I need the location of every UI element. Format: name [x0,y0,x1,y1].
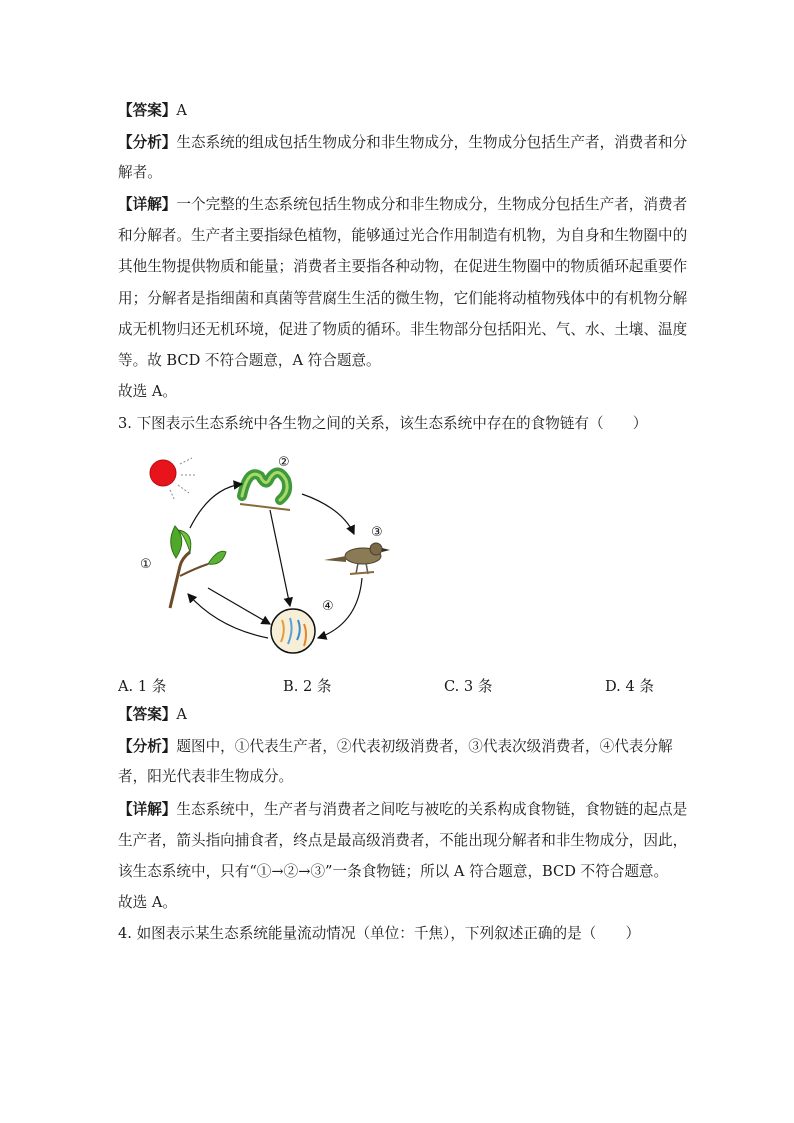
q3-answer-line [118,704,678,726]
q3-detail-line-1 [118,799,688,821]
option-b: B. 2 条 [283,678,332,695]
answer-tag: 【答案】 [118,102,177,119]
analysis-text: 题图中，①代表生产者，②代表初级消费者，③代表次级消费者，④代表分解 [176,738,673,755]
option-d: D. 4 条 [605,678,654,695]
detail-tag: 【详解】 [118,196,177,213]
option-c: C. 3 条 [444,678,493,695]
q2-detail-line-5: 成无机物归还无机环境，促进了物质的循环。非生物部分包括阳光、气、水、土壤、温度 [118,321,688,338]
detail-text: 生态系统中，生产者与消费者之间吃与被吃的关系构成食物链，食物链的起点是 [176,801,688,818]
food-web-diagram [118,448,418,663]
food-web-figure [118,448,418,663]
answer-tag: 【答案】 [118,706,177,723]
label-caterpillar: ② [278,455,290,470]
q2-analysis-line-2: 解者。 [118,164,162,181]
q2-detail-line-1 [118,194,688,216]
q2-detail-line-3: 其他生物提供物质和能量；消费者主要指各种动物，在促进生物圈中的物质循环起重要作 [118,258,688,275]
analysis-tag: 【分析】 [118,738,177,755]
answer-value: A [176,706,187,723]
q3-detail-line-2: 生产者，箭头指向捕食者，终点是最高级消费者，不能出现分解者和非生物成分，因此， [118,832,688,849]
arrow-caterpillar-to-decomposer [270,510,290,606]
detail-tag: 【详解】 [118,801,177,818]
sun-icon [150,458,195,501]
q2-detail-line-4: 用；分解者是指细菌和真菌等营腐生生活的微生物，它们能将动植物残体中的有机物分解 [118,290,688,307]
label-plant: ① [140,557,152,572]
arrow-caterpillar-to-bird [302,494,354,534]
bird-icon [324,543,390,574]
q2-detail-line-2: 和分解者。生产者主要指绿色植物，能够通过光合作用制造有机物，为自身和生物圈中的 [118,227,688,244]
q2-detail-line-6: 等。故 BCD 不符合题意，A 符合题意。 [118,352,381,369]
detail-text: 一个完整的生态系统包括生物成分和非生物成分，生物成分包括生产者，消费者 [176,196,688,213]
q3-stem: 3. 下图表示生态系统中各生物之间的关系，该生态系统中存在的食物链有（ ） [118,415,648,432]
q3-choose-line: 故选 A。 [118,894,177,911]
q3-analysis-line-1 [118,736,678,758]
label-decomposer: ④ [322,599,334,614]
plant-icon [170,526,226,608]
q3-detail-line-3: 该生态系统中，只有“①→②→③”一条食物链；所以 A 符合题意，BCD 不符合题意。 [118,863,669,880]
decomposer-icon [271,609,315,653]
caterpillar-icon [240,472,290,510]
arrow-plant-to-caterpillar [190,484,242,528]
answer-value: A [176,102,187,119]
q2-answer-line [118,100,678,122]
q4-stem: 4. 如图表示某生态系统能量流动情况（单位：千焦），下列叙述正确的是（ ） [118,925,641,942]
option-a: A. 1 条 [118,678,167,695]
q3-analysis-line-2: 者，阳光代表非生物成分。 [118,768,294,785]
q2-choose-line: 故选 A。 [118,383,177,400]
q2-analysis-line-1 [118,132,688,154]
analysis-text: 生态系统的组成包括生物成分和非生物成分，生物成分包括生产者，消费者和分 [176,134,688,151]
label-bird: ③ [371,525,383,540]
analysis-tag: 【分析】 [118,134,177,151]
